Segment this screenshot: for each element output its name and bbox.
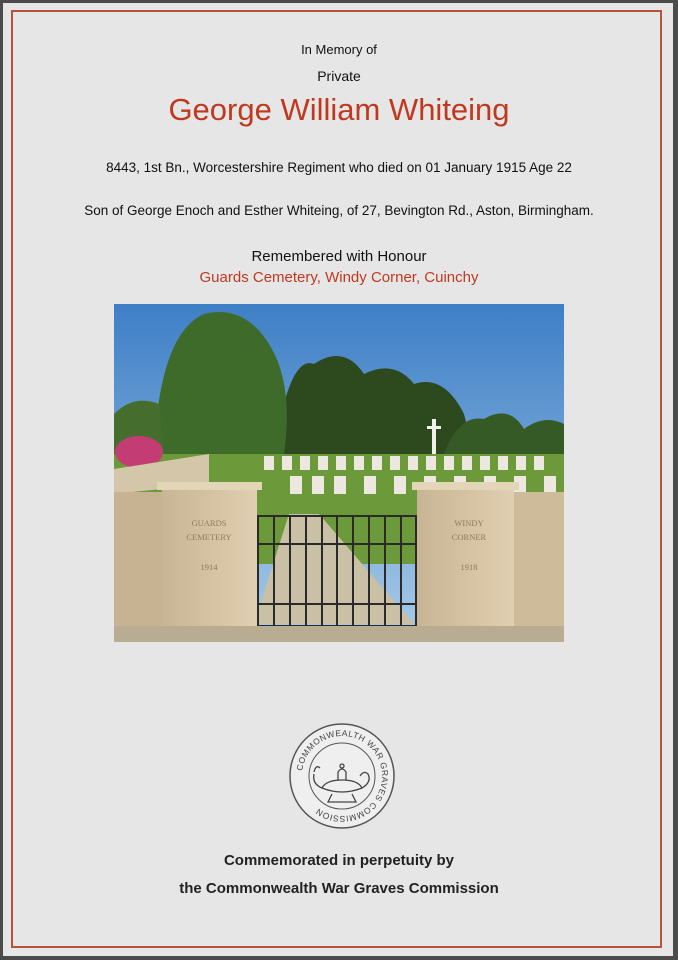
emblem-ring-text: COMMONWEALTH WAR GRAVES COMMISSION [294, 727, 391, 825]
remembered-with-honour: Remembered with Honour [251, 248, 427, 265]
right-pillar-line1: WINDY [454, 518, 484, 528]
right-pillar-year: 1918 [460, 562, 478, 572]
cwgc-emblem [288, 722, 396, 830]
commemoration-line-1: Commemorated in perpetuity by [223, 852, 455, 869]
left-pillar-line2: CEMETERY [186, 532, 232, 542]
cemetery-name: Guards Cemetery, Windy Corner, Cuinchy [199, 269, 479, 286]
soldier-name: George William Whiteing [168, 92, 510, 127]
left-pillar-year: 1914 [200, 562, 218, 572]
rank-label: Private [317, 68, 361, 84]
in-memory-heading: In Memory of [301, 42, 377, 57]
left-pillar-line1: GUARDS [191, 518, 227, 528]
right-pillar-line2: CORNER [451, 532, 487, 542]
commemoration-line-2: the Commonwealth War Graves Commission [179, 880, 499, 897]
service-details: 8443, 1st Bn., Worcestershire Regiment who died on 01 January 1915 Age 22 [106, 160, 572, 175]
family-details: Son of George Enoch and Esther Whiteing, of 27, Bevington Rd., Aston, Birmingham. [84, 203, 594, 218]
cemetery-photo [114, 304, 564, 642]
